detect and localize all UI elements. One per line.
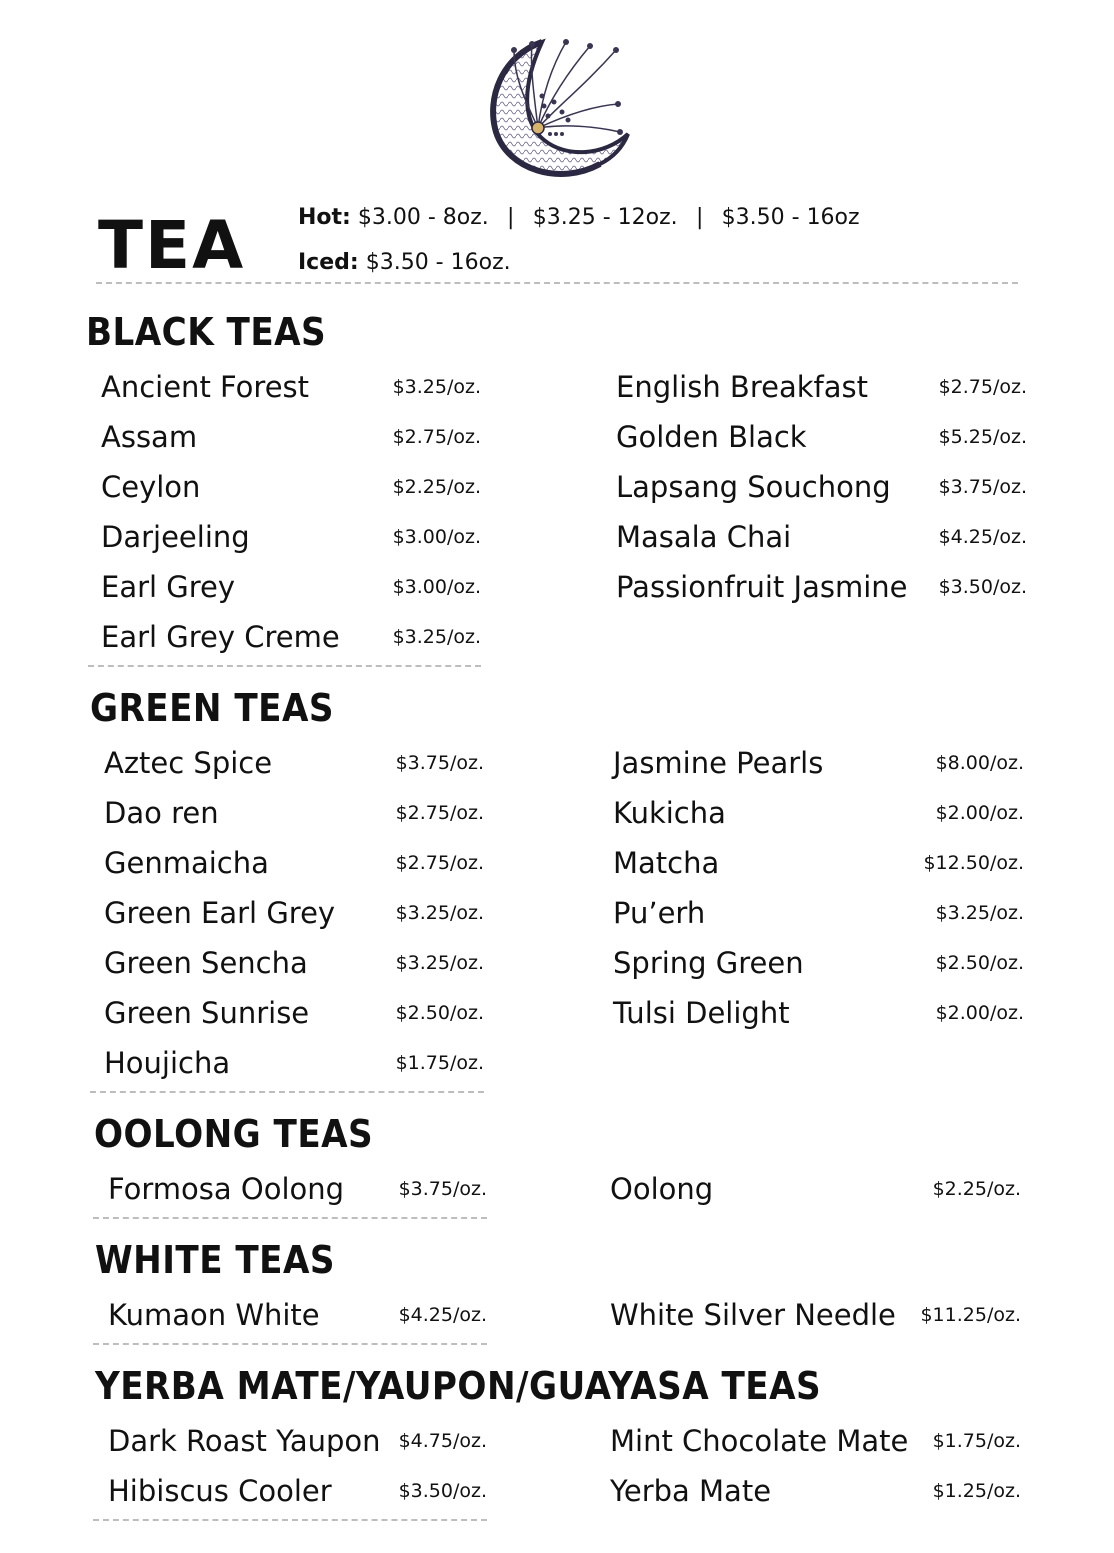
item-price: $2.75/oz.	[395, 802, 484, 824]
item-price: $2.00/oz.	[935, 1002, 1024, 1024]
item-price: $5.25/oz.	[938, 426, 1027, 448]
iced-prices	[298, 249, 511, 277]
item-name: Earl Grey	[101, 570, 236, 604]
menu-item	[108, 1421, 487, 1461]
item-name: Oolong	[610, 1172, 714, 1206]
hot-size-8: $3.00 - 8oz.	[357, 205, 489, 230]
menu-item	[616, 367, 1027, 407]
menu-item	[108, 1471, 487, 1511]
divider	[93, 1343, 487, 1345]
menu-item	[104, 943, 484, 983]
divider	[88, 665, 481, 667]
menu-item	[616, 467, 1027, 507]
item-price: $12.50/oz.	[923, 852, 1024, 874]
item-name: Green Sunrise	[104, 996, 310, 1030]
item-name: Dark Roast Yaupon	[108, 1424, 381, 1458]
item-name: Lapsang Souchong	[616, 470, 891, 504]
item-name: Passionfruit Jasmine	[616, 570, 908, 604]
menu-item	[104, 993, 484, 1033]
hot-size-16: $3.50 - 16oz	[721, 205, 860, 230]
item-name: Kumaon White	[108, 1298, 320, 1332]
item-name: English Breakfast	[616, 370, 868, 404]
item-price: $3.25/oz.	[935, 902, 1024, 924]
item-name: Houjicha	[104, 1046, 231, 1080]
section-title-yerba: YERBA MATE/YAUPON/GUAYASA TEAS	[95, 1364, 822, 1408]
menu-item	[616, 567, 1027, 607]
item-name: Kukicha	[613, 796, 726, 830]
item-price: $3.25/oz.	[395, 902, 484, 924]
crescent-moon-dandelion-icon	[484, 36, 634, 178]
divider	[90, 1091, 484, 1093]
item-name: Pu’erh	[613, 896, 706, 930]
menu-item	[104, 893, 484, 933]
menu-item	[610, 1295, 1021, 1335]
menu-item	[101, 567, 481, 607]
item-price: $2.50/oz.	[935, 952, 1024, 974]
section-title-oolong: OOLONG TEAS	[94, 1112, 374, 1156]
section-title-black: BLACK TEAS	[86, 310, 327, 354]
menu-item	[610, 1169, 1021, 1209]
item-price: $4.75/oz.	[398, 1430, 487, 1452]
iced-size: $3.50 - 16oz.	[365, 250, 511, 275]
item-name: Matcha	[613, 846, 720, 880]
item-price: $3.75/oz.	[398, 1178, 487, 1200]
item-price: $4.25/oz.	[938, 526, 1027, 548]
item-price: $1.25/oz.	[932, 1480, 1021, 1502]
menu-item	[101, 617, 481, 657]
section-title-green: GREEN TEAS	[90, 686, 334, 730]
item-name: Genmaicha	[104, 846, 269, 880]
page-title: TEA	[98, 207, 246, 284]
item-name: Aztec Spice	[104, 746, 273, 780]
item-name: Masala Chai	[616, 520, 792, 554]
menu-item	[104, 793, 484, 833]
item-price: $2.25/oz.	[932, 1178, 1021, 1200]
item-price: $1.75/oz.	[395, 1052, 484, 1074]
separator: |	[507, 205, 515, 230]
section-title-white: WHITE TEAS	[95, 1238, 335, 1282]
menu-item	[101, 367, 481, 407]
menu-item	[613, 743, 1024, 783]
item-name: Tulsi Delight	[613, 996, 790, 1030]
item-price: $3.00/oz.	[392, 576, 481, 598]
item-name: Formosa Oolong	[108, 1172, 345, 1206]
item-name: Green Earl Grey	[104, 896, 336, 930]
menu-item	[610, 1421, 1021, 1461]
item-price: $2.50/oz.	[395, 1002, 484, 1024]
item-name: White Silver Needle	[610, 1298, 896, 1332]
item-name: Dao ren	[104, 796, 219, 830]
item-price: $3.50/oz.	[938, 576, 1027, 598]
hot-label: Hot:	[298, 205, 351, 230]
item-name: Yerba Mate	[610, 1474, 772, 1508]
item-price: $1.75/oz.	[932, 1430, 1021, 1452]
menu-item	[101, 417, 481, 457]
hot-size-12: $3.25 - 12oz.	[532, 205, 678, 230]
menu-item	[101, 517, 481, 557]
item-price: $3.75/oz.	[938, 476, 1027, 498]
item-name: Ancient Forest	[101, 370, 310, 404]
divider	[96, 282, 1018, 284]
item-price: $3.50/oz.	[398, 1480, 487, 1502]
item-price: $2.00/oz.	[935, 802, 1024, 824]
item-price: $3.00/oz.	[392, 526, 481, 548]
menu-item	[616, 517, 1027, 557]
menu-item	[108, 1295, 487, 1335]
item-name: Earl Grey Creme	[101, 620, 340, 654]
item-name: Jasmine Pearls	[613, 746, 824, 780]
item-price: $2.75/oz.	[938, 376, 1027, 398]
item-name: Ceylon	[101, 470, 201, 504]
item-price: $3.25/oz.	[392, 376, 481, 398]
menu-item	[104, 1043, 484, 1083]
menu-item	[101, 467, 481, 507]
menu-item	[104, 843, 484, 883]
menu-item	[613, 793, 1024, 833]
hot-prices	[298, 204, 860, 232]
separator: |	[695, 205, 704, 230]
item-name: Mint Chocolate Mate	[610, 1424, 909, 1458]
item-price: $4.25/oz.	[398, 1304, 487, 1326]
divider	[93, 1217, 487, 1219]
divider	[93, 1519, 487, 1521]
menu-item	[104, 743, 484, 783]
item-name: Spring Green	[613, 946, 804, 980]
item-price: $2.75/oz.	[395, 852, 484, 874]
menu-item	[613, 993, 1024, 1033]
item-price: $3.75/oz.	[395, 752, 484, 774]
item-name: Hibiscus Cooler	[108, 1474, 332, 1508]
item-price: $8.00/oz.	[935, 752, 1024, 774]
menu-item	[613, 943, 1024, 983]
item-price: $3.25/oz.	[395, 952, 484, 974]
item-price: $11.25/oz.	[920, 1304, 1021, 1326]
item-name: Green Sencha	[104, 946, 308, 980]
item-price: $2.25/oz.	[392, 476, 481, 498]
menu-item	[610, 1471, 1021, 1511]
item-name: Assam	[101, 420, 198, 454]
item-name: Golden Black	[616, 420, 807, 454]
menu-item	[108, 1169, 487, 1209]
iced-label: Iced:	[298, 250, 359, 275]
item-price: $3.25/oz.	[392, 626, 481, 648]
item-price: $2.75/oz.	[392, 426, 481, 448]
item-name: Darjeeling	[101, 520, 250, 554]
menu-item	[613, 893, 1024, 933]
menu-item	[613, 843, 1024, 883]
menu-item	[616, 417, 1027, 457]
